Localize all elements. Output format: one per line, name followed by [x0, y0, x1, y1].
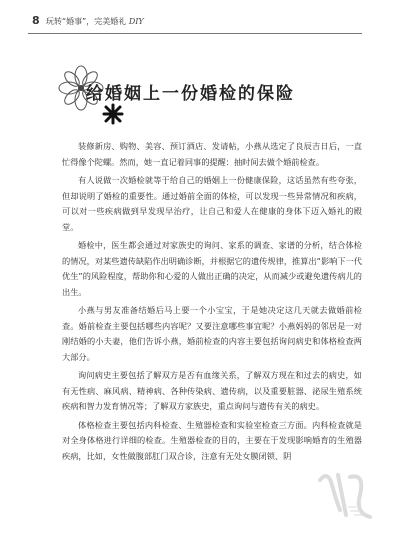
star-decoration-icon: [102, 103, 124, 125]
page-number: 8: [32, 14, 40, 27]
running-title-text: 玩转“婚事”，完美婚礼: [46, 17, 127, 26]
paragraph: 体格检查主要包括内科检查、生殖器检查和实验室检查三方面。内科检查就是对全身体格进行详细的检查。生殖器检查的目的，主要在于发现影响婚育的生殖器疾病，比如，女性做腹部肛门双合诊，注意有无处女膜闭锁、阴: [62, 419, 362, 461]
body-text: [62, 139, 362, 467]
page-header: [28, 12, 358, 32]
running-title: [46, 16, 144, 27]
watermark-stamp-icon: [310, 465, 380, 525]
paragraph: 婚检中，医生都会通过对家族史的询问、家系的调查、家谱的分析，结合体检的情况，对某些遗传缺陷作出明确诊断，并根据它的遗传规律，推算出“影响下一代优生”的风险程度，帮助你和心爱的人做出正确的决定，从而减少或避免遗传病儿的出生。: [62, 240, 362, 297]
running-title-deco: DIY: [128, 17, 144, 26]
section-title: 给婚姻上一份婚检的保险: [86, 84, 295, 104]
header-rule: [28, 33, 362, 34]
paragraph: 询问病史主要包括了解双方是否有血缘关系，了解双方现在和过去的病史，如有无性病、麻风病、精神病、各种传染病、遗传病，以及重要脏器、泌尿生殖系统疾病和智力发育情况等；了解双方家族史，重点询问与遗传有关的病史。: [62, 370, 362, 411]
paragraph: 有人说做一次婚检就等于给自己的婚姻上一份健康保险，这话虽然有些夸张，但却说明了婚检的重要性。通过婚前全面的体检，可以发现一些异常情况和疾病，可以对一些疾病做到早发现早治疗，让自己和爱人在健康的身体下迈入婚礼的殿堂。: [62, 175, 362, 232]
paragraph: 小燕与男友准备结婚后马上要一个小宝宝，于是她决定这几天就去做婚前检查。婚前检查主要包括哪些内容呢？又要注意哪些事宜呢？小燕妈妈的邻居是一对刚结婚的小夫妻，他们告诉小燕，婚前检查的内容主要包括询问病史和体格检查两大部分。: [62, 305, 362, 362]
paragraph: 装修新房、购物、美容、预订酒店、发请帖，小燕从选定了良辰吉日后，一直忙得像个陀螺。然而，她一直记着同事的提醒：抽时间去做个婚前检查。: [62, 141, 362, 167]
section-title-block: [58, 65, 358, 125]
